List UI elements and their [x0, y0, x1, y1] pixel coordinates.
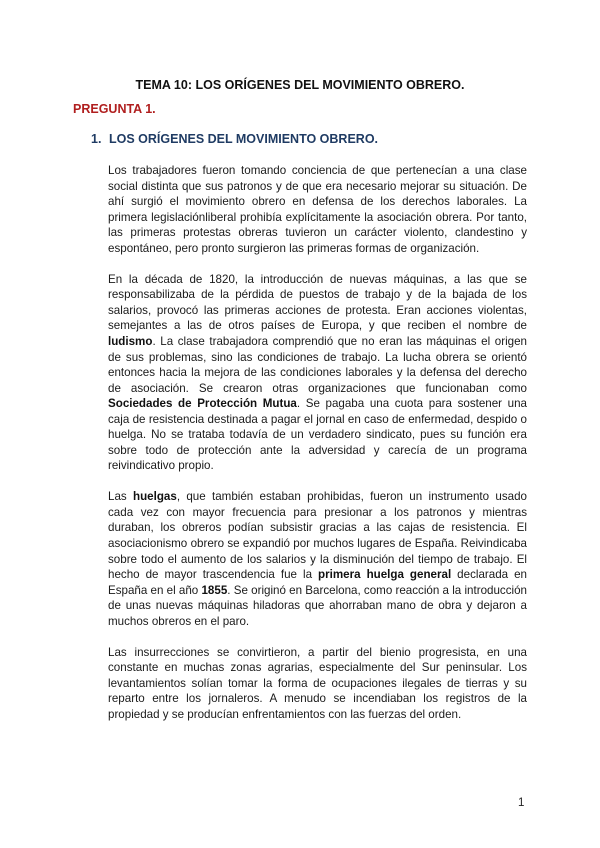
bold-term: Sociedades de Protección Mutua — [108, 397, 297, 411]
question-label: PREGUNTA 1. — [73, 102, 156, 116]
section-title: LOS ORÍGENES DEL MOVIMIENTO OBRERO. — [109, 132, 379, 146]
text-segment: Las insurrecciones se convirtieron, a partir del bienio progresista, en una constante en muchas zonas agrarias, especialmente del Sur peninsular. Los levantamientos solían tomar la forma de ocupaciones ilegales de tierras y su reparto entre los jornaleros. A menudo se incendiaban los registros de la propiedad y se producían enfrentamientos con las fuerzas del orden. — [108, 645, 527, 721]
text-segment: En la década de 1820, la introducción de nuevas máquinas, a las que se responsabilizaba de la pérdida de puestos de trabajo y de la bajada de los salarios, provocó las primeras acciones de protesta. Eran acciones violentas, semejantes a las de otros países de Europa, y que reciben el nombre de — [108, 272, 527, 333]
bold-term: 1855 — [201, 583, 228, 597]
document-title: TEMA 10: LOS ORÍGENES DEL MOVIMIENTO OBRERO. — [135, 78, 465, 92]
section-heading — [91, 132, 378, 146]
paragraph-3 — [108, 489, 527, 629]
text-segment: Las — [108, 490, 133, 504]
text-segment: . Se originó en Barcelona, como reacción a la introducción de unas nuevas máquinas hiladoras que ahorraban mano de obra y dejaron a muchos obreros en el paro. — [108, 583, 527, 628]
page-number: 1 — [518, 797, 525, 809]
text-segment: , que también estaban prohibidas, fueron un instrumento usado cada vez con mayor frecuencia para presionar a los patronos y mientras duraban, los obreros podían subsistir gracias a las cajas de resistencia. El asociacionismo obrero se expandió por muchos lugares de España. Reivindicaba sobre todo el aumento de los salarios y la disminución del tiempo de trabajo. El hecho de mayor trascendencia fue la — [108, 490, 527, 582]
text-segment: . La clase trabajadora comprendió que no eran las máquinas el origen de sus problemas, sino las condiciones de trabajo. La lucha obrera se orientó entonces hacia la mejora de las condiciones laborales y la defensa del derecho de asociación. Se crearon otras organizaciones que funcionaban como — [108, 334, 527, 395]
section-number: 1. — [91, 132, 102, 146]
bold-term: huelgas — [133, 490, 177, 504]
bold-term: ludismo — [108, 334, 153, 348]
bold-term: primera huelga general — [318, 568, 452, 582]
paragraph-1 — [108, 163, 527, 256]
text-segment: . Se pagaba una cuota para sostener una caja de resistencia destinada a pagar el jornal en caso de enfermedad, despido o huelga. No se trataba todavía de un verdadero sindicato, pues su función era sobre todo de protección ante la adversidad y carecía de un programa reivindicativo propio. — [108, 397, 528, 473]
text-segment: Los trabajadores fueron tomando conciencia de que pertenecían a una clase social distinta que sus patronos y de que era necesario mejorar su situación. De ahí surgió el movimiento obrero en defensa de los derechos laborales. La primera legislaciónliberal prohibía explícitamente la asociación obrera. Por tanto, las primeras protestas obreras tuvieron un carácter violento, clandestino y espontáneo, pero pronto surgieron las primeras formas de organización. — [108, 164, 527, 255]
document-body — [108, 163, 527, 738]
paragraph-4 — [108, 645, 527, 723]
paragraph-2 — [108, 272, 527, 474]
text-segment: declarada en España en el año — [108, 568, 527, 597]
